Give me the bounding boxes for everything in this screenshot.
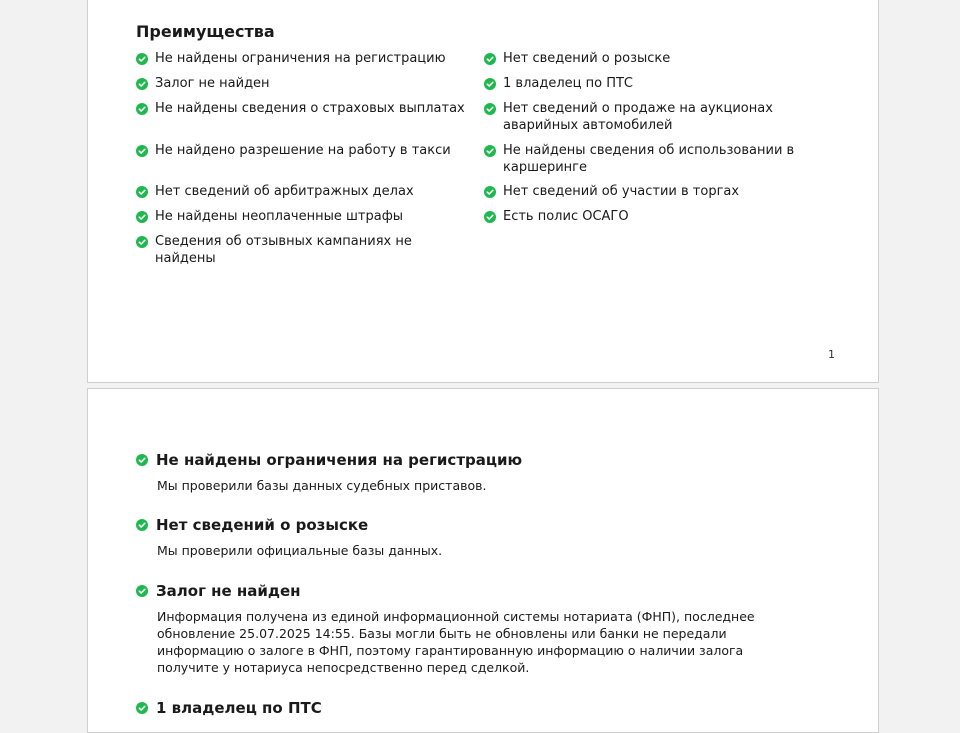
detail-block <box>136 451 786 494</box>
advantage-text: Нет сведений об участии в торгах <box>503 184 740 199</box>
advantage-text: 1 владелец по ПТС <box>503 76 633 91</box>
check-circle-icon <box>484 103 496 115</box>
detail-description: Мы проверили официальные базы данных. <box>157 543 443 558</box>
advantage-item <box>136 143 475 160</box>
detail-title: Нет сведений о розыске <box>156 516 369 534</box>
detail-header <box>136 699 786 717</box>
check-circle-icon <box>136 585 148 597</box>
advantage-text: Залог не найден <box>155 76 270 91</box>
detail-header <box>136 582 786 600</box>
check-circle-icon <box>136 53 148 65</box>
check-circle-icon <box>136 519 148 531</box>
report-page-2 <box>87 388 879 733</box>
detail-description: Информация получена из единой информационной системы нотариата (ФНП), последнее обновление 25.07.2025 14:55. Базы могли быть не обновлены или банки не передали информацию о залоге в ФНП, поэтому гарантированную информацию о наличии залога получите у нотариуса непосредственно перед сделкой. <box>157 609 755 675</box>
advantage-text: Нет сведений о розыске <box>503 51 671 66</box>
advantage-text: Нет сведений о продаже на аукционах аварийных автомобилей <box>503 101 773 133</box>
advantage-text: Не найдено разрешение на работу в такси <box>155 143 451 158</box>
detail-description: Мы проверили базы данных судебных приставов. <box>157 478 487 493</box>
advantage-text: Нет сведений об арбитражных делах <box>155 184 414 199</box>
detail-title: 1 владелец по ПТС <box>156 699 322 717</box>
advantage-item <box>484 51 823 68</box>
detail-title: Залог не найден <box>156 582 301 600</box>
detail-header <box>136 516 786 534</box>
advantage-item <box>136 184 475 201</box>
check-circle-icon <box>484 53 496 65</box>
advantage-item <box>484 143 823 176</box>
check-circle-icon <box>484 186 496 198</box>
advantage-item <box>484 184 823 201</box>
advantage-item <box>136 51 475 68</box>
check-circle-icon <box>484 145 496 157</box>
advantage-text: Не найдены неоплаченные штрафы <box>155 209 404 224</box>
check-circle-icon <box>136 702 148 714</box>
check-circle-icon <box>136 145 148 157</box>
check-circle-icon <box>484 211 496 223</box>
advantage-item <box>136 76 475 93</box>
detail-title: Не найдены ограничения на регистрацию <box>156 451 523 469</box>
advantage-item <box>484 76 823 93</box>
detail-header <box>136 451 786 469</box>
advantage-item <box>484 209 823 226</box>
detail-block <box>136 582 786 676</box>
advantage-item <box>484 101 823 134</box>
advantage-text: Не найдены ограничения на регистрацию <box>155 51 446 66</box>
section-title-advantages: Преимущества <box>136 22 275 41</box>
detail-block <box>136 516 786 559</box>
detail-block <box>136 699 786 717</box>
report-page-1 <box>87 0 879 383</box>
advantage-item <box>136 234 475 267</box>
check-circle-icon <box>484 78 496 90</box>
advantage-text: Не найдены сведения о страховых выплатах <box>155 101 465 116</box>
check-circle-icon <box>136 211 148 223</box>
advantage-text: Есть полис ОСАГО <box>503 209 629 224</box>
check-circle-icon <box>136 186 148 198</box>
page-number: 1 <box>828 348 835 361</box>
advantage-text: Не найдены сведения об использовании в каршеринге <box>503 143 795 175</box>
check-circle-icon <box>136 103 148 115</box>
check-circle-icon <box>136 454 148 466</box>
check-circle-icon <box>136 236 148 248</box>
check-circle-icon <box>136 78 148 90</box>
advantage-item <box>136 101 475 118</box>
advantage-text: Сведения об отзывных кампаниях не найдены <box>155 234 412 266</box>
advantage-item <box>136 209 475 226</box>
